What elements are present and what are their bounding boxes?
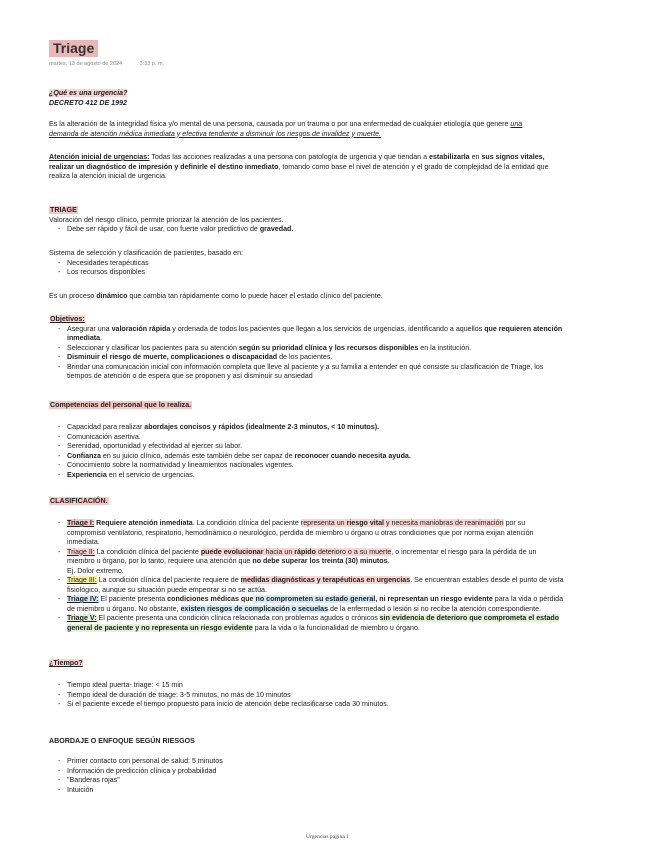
atencion-text-2: en bbox=[469, 153, 482, 161]
list-item: - Brindar una comunicación inicial con información completa que lleve al paciente y a su familia a entender en qué consiste su clasificación de Triage, los tiempos de atención o de espera que se proponen y así disminuir su ansiedad bbox=[49, 363, 619, 382]
date-text: martes, 13 de agosto de 2024 bbox=[49, 61, 123, 67]
abordaje-list bbox=[49, 757, 619, 795]
page-footer: Urgencias página 1 bbox=[305, 834, 350, 840]
list-item: - Información de predicción clínica y probabilidad bbox=[49, 767, 619, 777]
page-date bbox=[49, 61, 180, 68]
list-item: - Tiempo ideal de duración de triage: 3-5 minutos, no más de 10 minutos bbox=[49, 691, 619, 701]
atencion-bold-1: estabilizarla bbox=[429, 153, 470, 161]
def-underlined-2: demanda de atención médica inmediata y efectiva tendiente a disminuir los riesgos de invalidez y muerte. bbox=[49, 129, 382, 138]
triage-level-2: - Triage II: La condición clínica del paciente puede evolucionar hacia un rápido deterioro o a su muerte, o incrementar el riesgo para la pérdida de un miembro u órgano, por lo tanto, requiere una atención que no debe superar los treinta (30) minutos. Ej. Dolor extremo. bbox=[49, 548, 619, 577]
competencias-heading: Competencias del personal que lo realiza. bbox=[50, 401, 192, 409]
section-abordaje bbox=[49, 737, 619, 747]
section-triage bbox=[49, 206, 619, 235]
list-item: - Serenidad, oportunidad y efectividad al ejercer su labor. bbox=[49, 442, 619, 452]
section-competencias bbox=[49, 401, 619, 411]
sistema-text: Sistema de selección y clasificación de pacientes, basado en: bbox=[49, 249, 244, 257]
list-item: - Si el paciente excede el tiempo propuesto para inicio de atención debe reclasificarse cada 30 minutos. bbox=[49, 700, 619, 710]
clasificacion-heading: CLASIFICACIÓN. bbox=[50, 497, 108, 505]
tiempo-heading: ¿Tiempo? bbox=[49, 659, 83, 667]
section-tiempo bbox=[49, 659, 619, 669]
competencias-list bbox=[49, 423, 619, 480]
triage-heading: TRIAGE bbox=[50, 206, 77, 214]
que-es-heading: ¿Qué es una urgencia? bbox=[49, 89, 128, 97]
proceso-b: dinámico bbox=[96, 292, 128, 300]
proceso-line bbox=[49, 292, 619, 302]
triage-level-5: - Triage V: El paciente presenta una condición clínica relacionada con problemas agudos o crónicos sin evidencia de deterioro que comprometa el estado general de paciente y no representa un riesgo evidente para la vida o la funcionalidad de miembro u órgano. bbox=[49, 614, 619, 633]
section-que-es bbox=[49, 89, 619, 108]
def-text: Es la alteración de la integridad física y/o mental de una persona, causada por un trauma o por una enfermedad de cualquier etiología que genere bbox=[49, 120, 509, 128]
list-item: - Confianza en su juicio clínico, además este también debe ser capaz de reconocer cuando necesita ayuda. bbox=[49, 452, 619, 462]
tiempo-list bbox=[49, 681, 619, 710]
objetivos-heading: Objetivos: bbox=[50, 315, 85, 323]
list-item: - Seleccionar y clasificar los pacientes para su atención según su prioridad clínica y los recursos disponibles en la institución. bbox=[49, 344, 619, 354]
list-item: - Asegurar una valoración rápida y ordenada de todos los pacientes que llegan a los servicios de urgencias, identificando a aquellos que requieren atención inmediata. bbox=[49, 325, 619, 344]
bullet-text: Debe ser rápido y fácil de usar, con fuerte valor predictivo de bbox=[67, 225, 260, 233]
list-item bbox=[49, 225, 619, 235]
page-title: Triage bbox=[49, 40, 98, 57]
list-item: - Experiencia en el servicio de urgencias. bbox=[49, 471, 619, 481]
time-text: 3:33 p. m. bbox=[139, 61, 165, 67]
section-objetivos bbox=[49, 315, 619, 382]
triage-level-1: - Triage I: Requiere atención inmediata. La condición clínica del paciente representa un riesgo vital y necesita maniobras de reanimación por su compromiso ventilatorio, respiratorio, hemodinámico o neurológico, perdida de miembro u órgano u otras condiciones que por norma exijan atención inmediata. bbox=[49, 519, 619, 548]
atencion-inicial bbox=[49, 153, 619, 182]
list-item: - "Banderas rojas" bbox=[49, 776, 619, 786]
list-item: - Conocimiento sobre la normatividad y lineamientos nacionales vigentes. bbox=[49, 461, 619, 471]
atencion-bold-3: realizar un diagnóstico de impresión y definirle el destino inmediato bbox=[49, 162, 279, 171]
clasificacion-list bbox=[49, 519, 619, 633]
list-item: - Capacidad para realizar abordajes concisos y rápidos (idealmente 2-3 minutos, < 10 minutos). bbox=[49, 423, 619, 433]
list-item: - Comunicación asertiva. bbox=[49, 433, 619, 443]
triage-line1: Valoración del riesgo clínico, permite priorizar la atención de los pacientes. bbox=[49, 215, 284, 224]
def-underlined-1: una bbox=[510, 120, 523, 128]
atencion-text-3: , tomando como base el nivel de atención y el grado de complejidad de la entidad que bbox=[278, 162, 549, 171]
triage-level-4: - Triage IV: El paciente presenta condiciones médicas que no comprometen su estado general, ni representan un riesgo evidente para la vida o pérdida de miembro u órgano. No obstante, existen riesgos de complicación o secuelas de la enfermedad o lesión si no recibe la atención correspondiente. bbox=[49, 595, 619, 614]
atencion-label: Atención inicial de urgencias: bbox=[49, 153, 150, 161]
atencion-text-4: realiza la atención inicial de urgencia. bbox=[49, 172, 167, 180]
proceso-c: que cambia tan rápidamente como lo puede hacer el estado clínico del paciente. bbox=[127, 292, 383, 300]
decree-label: DECRETO 412 DE 1992 bbox=[49, 98, 127, 107]
list-item: - Tiempo ideal puerta- triage: < 15 min bbox=[49, 681, 619, 691]
urgencia-definition bbox=[49, 120, 619, 139]
bullet-bold: gravedad. bbox=[259, 225, 294, 233]
atencion-text-1: Todas las acciones realizadas a una persona con patología de urgencia y que tiendan a bbox=[149, 153, 430, 161]
triage-level-3: - Triage III: La condición clínica del paciente requiere de medidas diagnósticas y terapéuticas en urgencias. Se encuentran estables desde el punto de vista fisiológico, aunque su situación puede empeorar si no se actúa. bbox=[49, 576, 619, 595]
sistema-block bbox=[49, 249, 619, 278]
list-item: - Primer contacto con personal de salud: 5 minutos bbox=[49, 757, 619, 767]
abordaje-heading: ABORDAJE O ENFOQUE SEGÚN RIESGOS bbox=[49, 737, 195, 745]
list-item: - Necesidades terapéuticas bbox=[49, 259, 619, 269]
section-clasificacion bbox=[49, 497, 619, 507]
list-item: - Los recursos disponibles bbox=[49, 268, 619, 278]
list-item: - Disminuir el riesgo de muerte, complicaciones o discapacidad de los pacientes. bbox=[49, 353, 619, 363]
list-item: - Intuición bbox=[49, 786, 619, 796]
atencion-bold-2: sus signos vitales, bbox=[481, 153, 545, 161]
proceso-a: Es un proceso bbox=[49, 292, 97, 300]
